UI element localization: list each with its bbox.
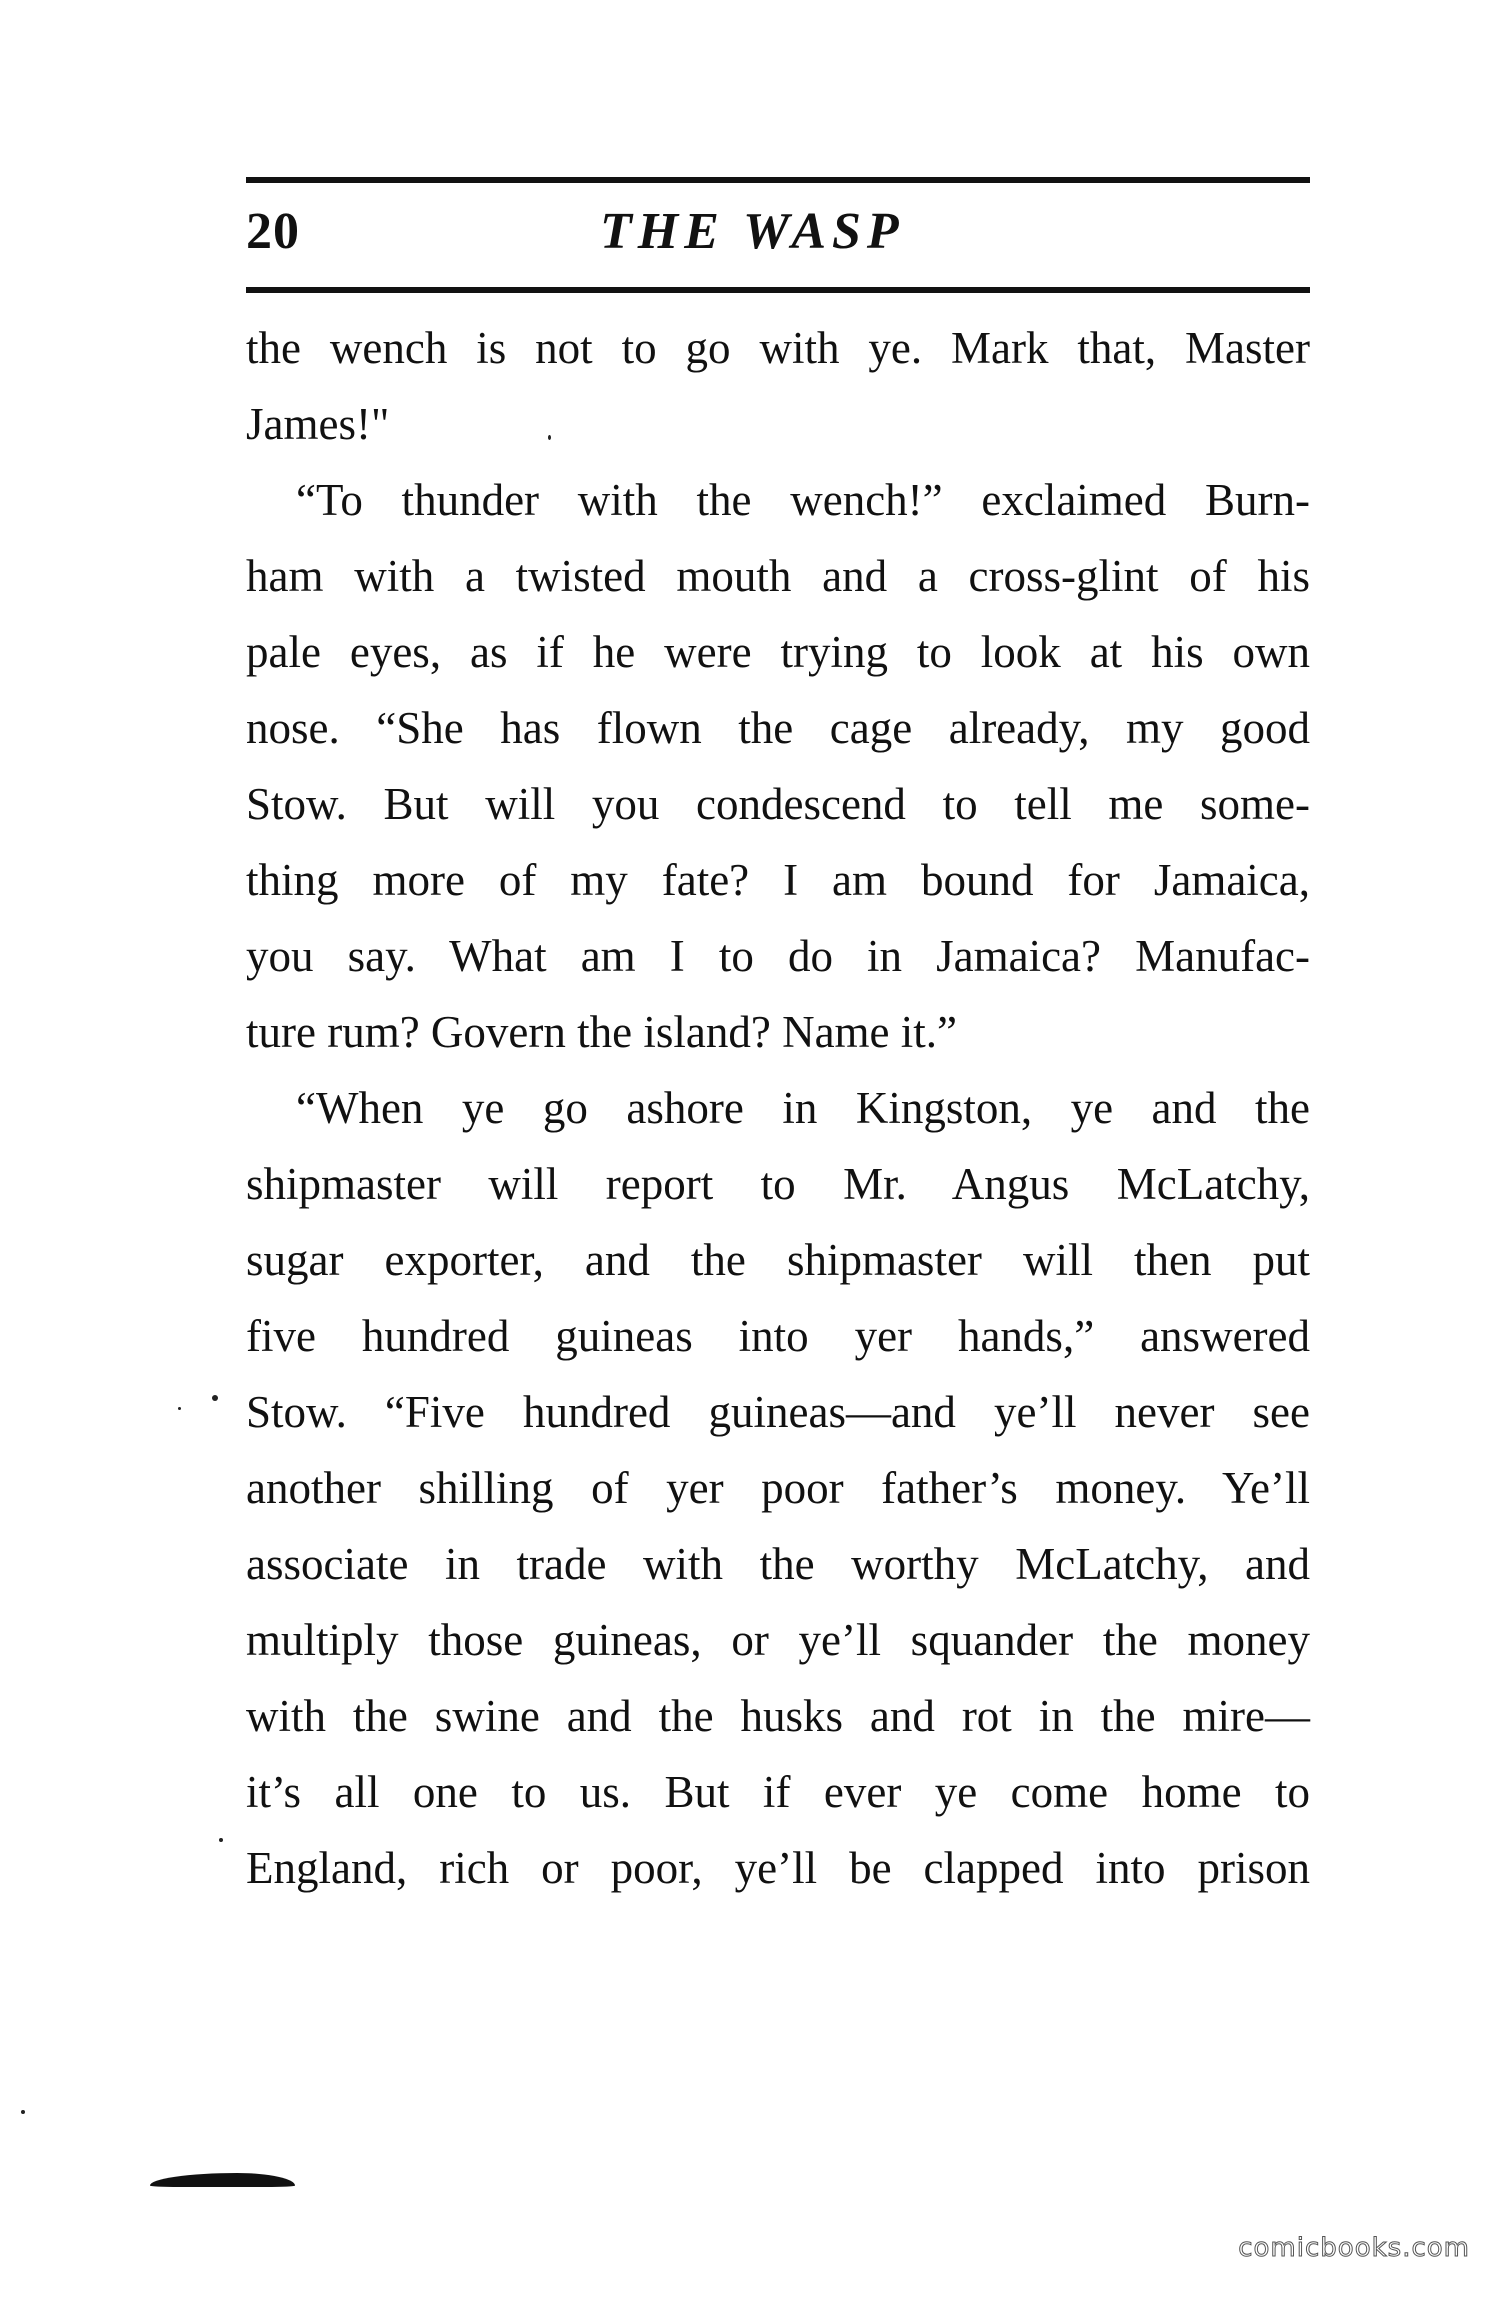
text-line: the wench is not to go with ye. Mark that, Master [246, 323, 1310, 373]
text-line: England, rich or poor, ye’ll be clapped into prison [246, 1843, 1310, 1893]
ink-smudge [150, 2173, 295, 2187]
text-line: with the swine and the husks and rot in the mire— [246, 1691, 1310, 1741]
page-number: 20 [246, 203, 300, 260]
text-line: thing more of my fate? I am bound for Jamaica, [246, 855, 1310, 905]
body-text [246, 310, 1310, 1906]
text-line: James!" [246, 399, 390, 449]
text-line: Stow. But will you condescend to tell me some- [246, 779, 1310, 829]
text-line: another shilling of yer poor father’s money. Ye’ll [246, 1463, 1310, 1513]
print-speck [21, 2110, 25, 2114]
header-rule-bottom [246, 287, 1310, 293]
text-line: ham with a twisted mouth and a cross-glint of his [246, 551, 1310, 601]
text-line: five hundred guineas into yer hands,” answered [246, 1311, 1310, 1361]
text-line: Stow. “Five hundred guineas—and ye’ll never see [246, 1387, 1310, 1437]
text-line: you say. What am I to do in Jamaica? Manufac- [246, 931, 1310, 981]
text-line: associate in trade with the worthy McLatchy, and [246, 1539, 1310, 1589]
text-line: shipmaster will report to Mr. Angus McLatchy, [246, 1159, 1310, 1209]
text-line: sugar exporter, and the shipmaster will then put [246, 1235, 1310, 1285]
header-rule-top [246, 177, 1310, 183]
watermark: comicbooks.com [1238, 2233, 1470, 2263]
text-line: ture rum? Govern the island? Name it.” [246, 1007, 957, 1057]
print-speck [219, 1838, 223, 1842]
text-line: nose. “She has flown the cage already, my good [246, 703, 1310, 753]
print-speck [178, 1407, 181, 1410]
print-speck [548, 435, 551, 440]
text-line: “To thunder with the wench!” exclaimed Burn- [296, 475, 1310, 525]
print-speck [212, 1395, 218, 1401]
text-line: it’s all one to us. But if ever ye come home to [246, 1767, 1310, 1817]
running-title: THE WASP [600, 203, 905, 260]
text-line: multiply those guineas, or ye’ll squander the money [246, 1615, 1310, 1665]
text-line: “When ye go ashore in Kingston, ye and the [296, 1083, 1310, 1133]
text-line: pale eyes, as if he were trying to look at his own [246, 627, 1310, 677]
